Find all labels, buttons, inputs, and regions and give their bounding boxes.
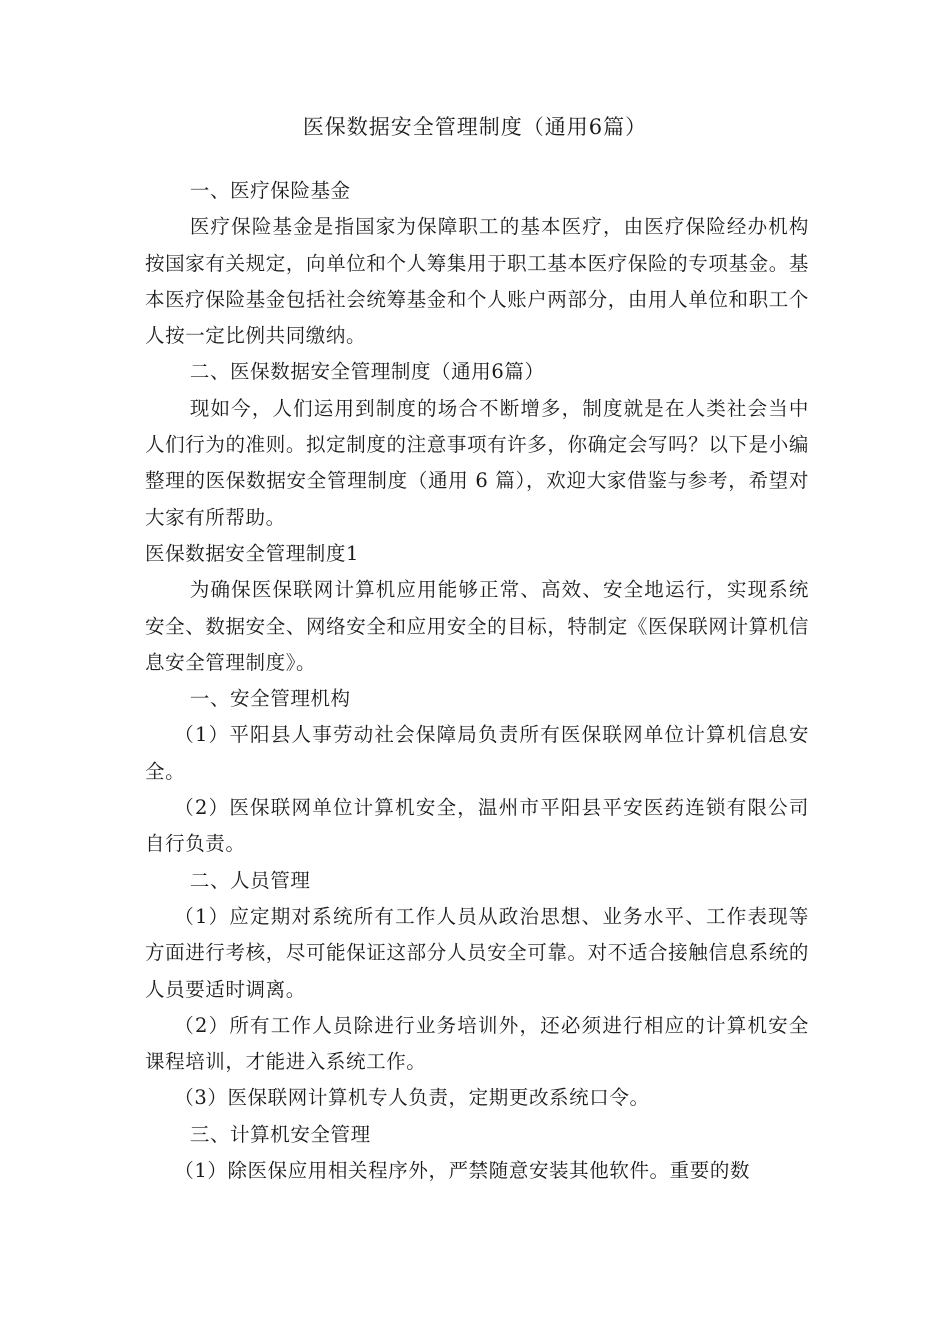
list-item-computer-1: （1）除医保应用相关程序外，严禁随意安装其他软件。重要的数 xyxy=(174,1159,751,1183)
section-heading-computer-security: 三、计算机安全管理 xyxy=(189,1122,371,1146)
section-heading-personnel-management: 二、人员管理 xyxy=(189,868,311,892)
document-title: 医保数据安全管理制度（通用6篇） xyxy=(302,115,648,139)
document-body xyxy=(145,173,809,1189)
section-heading-data-security-system: 二、医保数据安全管理制度（通用6篇） xyxy=(189,360,545,384)
list-item-personnel-3: （3）医保联网计算机专人负责，定期更改系统口令。 xyxy=(174,1086,650,1110)
list-item-organization-2: （2）医保联网单位计算机安全，温州市平阳县平安医药连锁有限公司自行负责。 xyxy=(145,796,809,856)
list-item-personnel-2: （2）所有工作人员除进行业务培训外，还必须进行相应的计算机安全课程培训，才能进入系统工作。 xyxy=(145,1013,809,1074)
paragraph-introduction: 现如今，人们运用到制度的场合不断增多，制度就是在人类社会当中人们行为的准则。拟定制度的注意事项有许多，你确定会写吗？以下是小编整理的医保数据安全管理制度（通用 6 篇），欢迎大家借鉴与参考，希望对大家有所帮助。 xyxy=(145,396,809,529)
paragraph-fund-definition: 医疗保险基金是指国家为保障职工的基本医疗，由医疗保险经办机构按国家有关规定，向单位和个人筹集用于职工基本医疗保险的专项基金。基本医疗保险基金包括社会统筹基金和个人账户两部分，由用人单位和职工个人按一定比例共同缴纳。 xyxy=(145,215,809,348)
list-item-personnel-1: （1）应定期对系统所有工作人员从政治思想、业务水平、工作表现等方面进行考核，尽可能保证这部分人员安全可靠。对不适合接触信息系统的人员要适时调离。 xyxy=(145,904,809,1001)
paragraph-purpose: 为确保医保联网计算机应用能够正常、高效、安全地运行，实现系统安全、数据安全、网络安全和应用安全的目标，特制定《医保联网计算机信息安全管理制度》。 xyxy=(145,578,809,674)
subtitle-system-1: 医保数据安全管理制度1 xyxy=(145,541,360,565)
list-item-organization-1: （1）平阳县人事劳动社会保障局负责所有医保联网单位计算机信息安全。 xyxy=(145,723,809,783)
section-heading-management-organization: 一、安全管理机构 xyxy=(189,687,351,711)
section-heading-medical-insurance-fund: 一、医疗保险基金 xyxy=(189,179,351,202)
